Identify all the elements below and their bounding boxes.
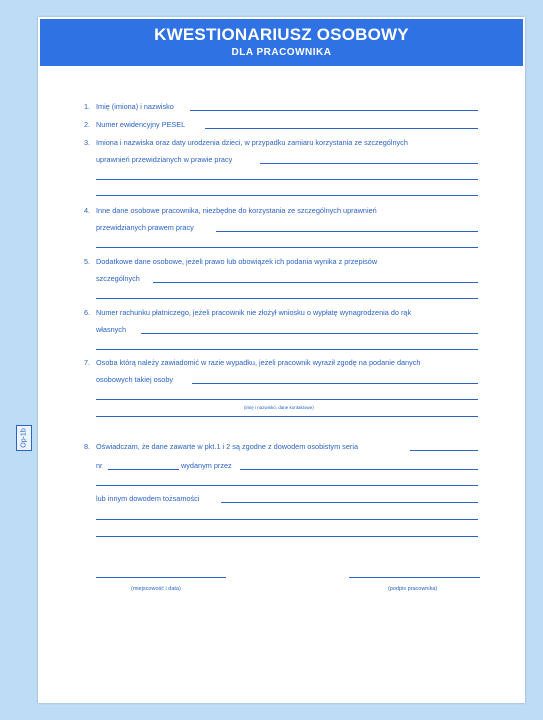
name-field[interactable] [190, 110, 478, 111]
form-header [40, 19, 523, 66]
item-3-label-line1: Imiona i nazwiska oraz daty urodzenia dzieci, w przypadku zamiaru korzystania ze szczególnych [96, 138, 408, 147]
item-1-label: Imię (imiona) i nazwisko [96, 102, 174, 111]
item-4-label-line1: Inne dane osobowe pracownika, niezbędne do korzystania ze szczególnych uprawnień [96, 206, 377, 215]
issued-by-field[interactable] [240, 469, 478, 470]
children-field-3[interactable] [96, 195, 478, 196]
pesel-field[interactable] [205, 128, 478, 129]
item-7-label-line2: osobowych takiej osoby [96, 375, 174, 384]
item-7-label-line1: Osoba którą należy zawiadomić w razie wypadku, jeżeli pracownik wyraził zgodę na podanie danych [96, 358, 421, 367]
id-series-field[interactable] [410, 450, 478, 451]
id-extra-field[interactable] [96, 485, 478, 486]
item-4-number: 4. [84, 206, 91, 215]
item-3-number: 3. [84, 138, 91, 147]
additional-data-field-1[interactable] [153, 282, 478, 283]
emergency-contact-hint: (imię i nazwisko, dane kontaktowe) [244, 405, 314, 410]
bank-account-field-1[interactable] [141, 333, 478, 334]
other-id-label: lub innym dowodem tożsamości [96, 494, 200, 503]
item-5-number: 5. [84, 257, 91, 266]
item-6-label-line2: własnych [96, 325, 127, 334]
place-date-caption: (miejscowość i data) [131, 586, 181, 592]
other-data-field-1[interactable] [216, 231, 478, 232]
emergency-contact-field-1[interactable] [192, 383, 478, 384]
item-3-label-line2: uprawnień przewidzianych w prawie pracy [96, 155, 233, 164]
item-1-number: 1. [84, 102, 91, 111]
item-4-label-line2: przewidzianych prawem pracy [96, 223, 194, 232]
item-5-label-line1: Dodatkowe dane osobowe, jeżeli prawo lub obowiązek ich podania wynika z przepisów [96, 257, 378, 266]
id-number-label: nr [96, 461, 103, 470]
emergency-contact-field-2[interactable] [96, 399, 478, 400]
item-2-label: Numer ewidencyjny PESEL [96, 120, 186, 129]
emergency-contact-field-3[interactable] [96, 416, 478, 417]
bank-account-field-2[interactable] [96, 349, 478, 350]
form-subtitle: DLA PRACOWNIKA [231, 47, 332, 58]
item-5-label-line2: szczególnych [96, 274, 140, 283]
additional-data-field-2[interactable] [96, 298, 478, 299]
other-data-field-2[interactable] [96, 247, 478, 248]
item-8-number: 8. [84, 442, 91, 451]
form-code-label: Op-1b [16, 425, 32, 451]
other-id-field-2[interactable] [96, 519, 478, 520]
item-8-label: Oświadczam, że dane zawarte w pkt.1 i 2 są zgodne z dowodem osobistym seria [96, 442, 359, 451]
item-6-number: 6. [84, 308, 91, 317]
item-2-number: 2. [84, 120, 91, 129]
place-date-field[interactable] [96, 577, 226, 578]
issued-by-label: wydanym przez [181, 461, 232, 470]
signature-caption: (podpis pracownika) [388, 586, 438, 592]
form-title: KWESTIONARIUSZ OSOBOWY [154, 25, 409, 44]
other-id-field-1[interactable] [221, 502, 478, 503]
other-id-field-3[interactable] [96, 536, 478, 537]
item-6-label-line1: Numer rachunku płatniczego, jeżeli pracownik nie złożył wniosku o wypłatę wynagrodzenia do rąk [96, 308, 412, 317]
children-field-2[interactable] [96, 179, 478, 180]
signature-field[interactable] [349, 577, 480, 578]
children-field-1[interactable] [260, 163, 478, 164]
item-7-number: 7. [84, 358, 91, 367]
id-number-field[interactable] [108, 469, 179, 470]
